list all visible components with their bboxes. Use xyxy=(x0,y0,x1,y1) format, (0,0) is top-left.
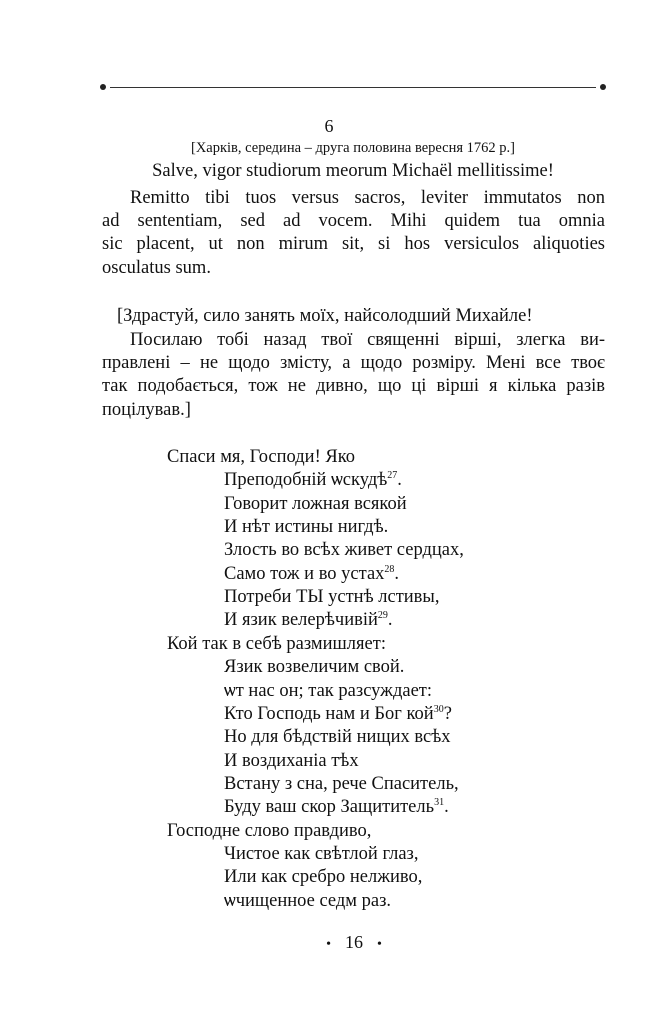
poem-line xyxy=(224,796,449,818)
poem-line xyxy=(224,539,464,561)
poem-line-punct: . xyxy=(387,610,393,631)
page-number: 16 xyxy=(345,932,363,952)
poem-line xyxy=(224,703,452,725)
poem-line xyxy=(224,516,388,538)
poem-line xyxy=(224,843,418,865)
poem-line-text: Злость во всѣх живет сердцах, xyxy=(224,540,464,561)
poem-line xyxy=(167,446,355,468)
footnote-ref: 27 xyxy=(387,470,398,482)
poem-line-text: Потреби ТЫ устнѣ лстивы, xyxy=(224,587,440,608)
poem-line xyxy=(224,750,359,772)
poem-line-text: Кой так в себѣ размишляет: xyxy=(167,633,386,654)
paragraph-line: Remitto tibi tuos versus sacros, leviter immutatos non xyxy=(130,188,605,208)
poem-line xyxy=(224,773,459,795)
paragraph-line: поцілував.] xyxy=(102,399,191,420)
poem-line-text: И нѣт истины нигдѣ. xyxy=(224,517,389,538)
letter-date: [Харків, середина – друга половина вересня 1762 р.] xyxy=(190,140,516,156)
poem-line-punct: . xyxy=(394,563,400,584)
paragraph-line: Посилаю тобі назад твої священні вірші, злегка ви- xyxy=(130,330,605,350)
paragraph-line: osculatus sum. xyxy=(102,257,211,278)
latin-salutation: Salve, vigor studiorum meorum Michaël mellitissime! xyxy=(152,161,554,181)
paragraph-line: sic placent, ut non mirum sit, si hos versiculos aliquoties xyxy=(102,234,605,255)
poem-line-text: Преподобній ѡскудѣ xyxy=(224,470,388,491)
poem-line xyxy=(224,493,407,515)
footnote-ref: 31 xyxy=(434,797,445,809)
poem-line-punct: . xyxy=(444,797,449,818)
poem-line xyxy=(224,586,439,608)
header-rule xyxy=(100,82,606,94)
poem-line-text: Или как сребро нелживо, xyxy=(224,867,423,888)
poem-line xyxy=(224,469,402,491)
poem-line xyxy=(224,890,391,912)
poem-line-text: Буду ваш скор Защититель xyxy=(224,797,435,818)
poem-line-text: Само тож и во устах xyxy=(224,563,385,584)
ukrainian-paragraph xyxy=(102,329,605,422)
rule-dot-right xyxy=(600,84,606,90)
poem-line-text: Говорит ложная всякой xyxy=(224,493,407,514)
poem-line-text: Спаси мя, Господи! Яко xyxy=(167,447,355,467)
poem-line xyxy=(224,656,404,678)
poem-line xyxy=(224,563,399,585)
poem-line-text: Встану з сна, рече Спаситель, xyxy=(224,773,459,794)
footer-bullet-right: • xyxy=(377,937,382,952)
poem-line xyxy=(224,609,393,631)
poem-line-text: ѡт нас он; так разсуждает: xyxy=(224,680,433,701)
poem-line-text: ѡчищенное седм раз. xyxy=(224,890,392,911)
poem-line xyxy=(167,633,386,655)
poem-line-punct: ? xyxy=(443,703,452,724)
ukrainian-greeting: [Здрастуй, сило занять моїх, найсолодший Михайле! xyxy=(117,306,533,326)
rule-line xyxy=(110,87,596,88)
poem-line-punct: . xyxy=(397,470,402,491)
poem-line-text: Язик возвеличим свой. xyxy=(224,657,405,678)
paragraph-line: так подобається, тож не дивно, що ці вірші я кілька разів xyxy=(102,376,605,397)
poem-line-text: Господне слово правдиво, xyxy=(167,820,372,841)
footnote-ref: 29 xyxy=(377,610,388,622)
paragraph-line: ad sententiam, sed ad vocem. Mihi quidem tua omnia xyxy=(102,211,605,232)
poem-line-text: И язик велерѣчивій xyxy=(224,610,378,631)
letter-number: 6 xyxy=(324,116,334,136)
poem-line-text: И воздиханіа тѣх xyxy=(224,750,359,771)
rule-dot-left xyxy=(100,84,106,90)
page-footer xyxy=(0,930,658,957)
paragraph-line: правлені – не щодо змісту, а щодо розміру. Мені все твоє xyxy=(102,353,605,374)
footnote-ref: 28 xyxy=(384,563,395,575)
footnote-ref: 30 xyxy=(433,703,444,715)
poem-line xyxy=(224,726,451,748)
footer-bullet-left: • xyxy=(326,937,331,952)
poem-line xyxy=(224,680,432,702)
poem-line-text: Но для бѣдствій нищих всѣх xyxy=(224,727,451,748)
poem-line xyxy=(167,820,371,842)
poem-line-text: Кто Господь нам и Бог кой xyxy=(224,703,434,724)
poem-line xyxy=(224,866,422,888)
poem-line-text: Чистое как свѣтлой глаз, xyxy=(224,843,419,864)
latin-paragraph xyxy=(102,187,605,280)
